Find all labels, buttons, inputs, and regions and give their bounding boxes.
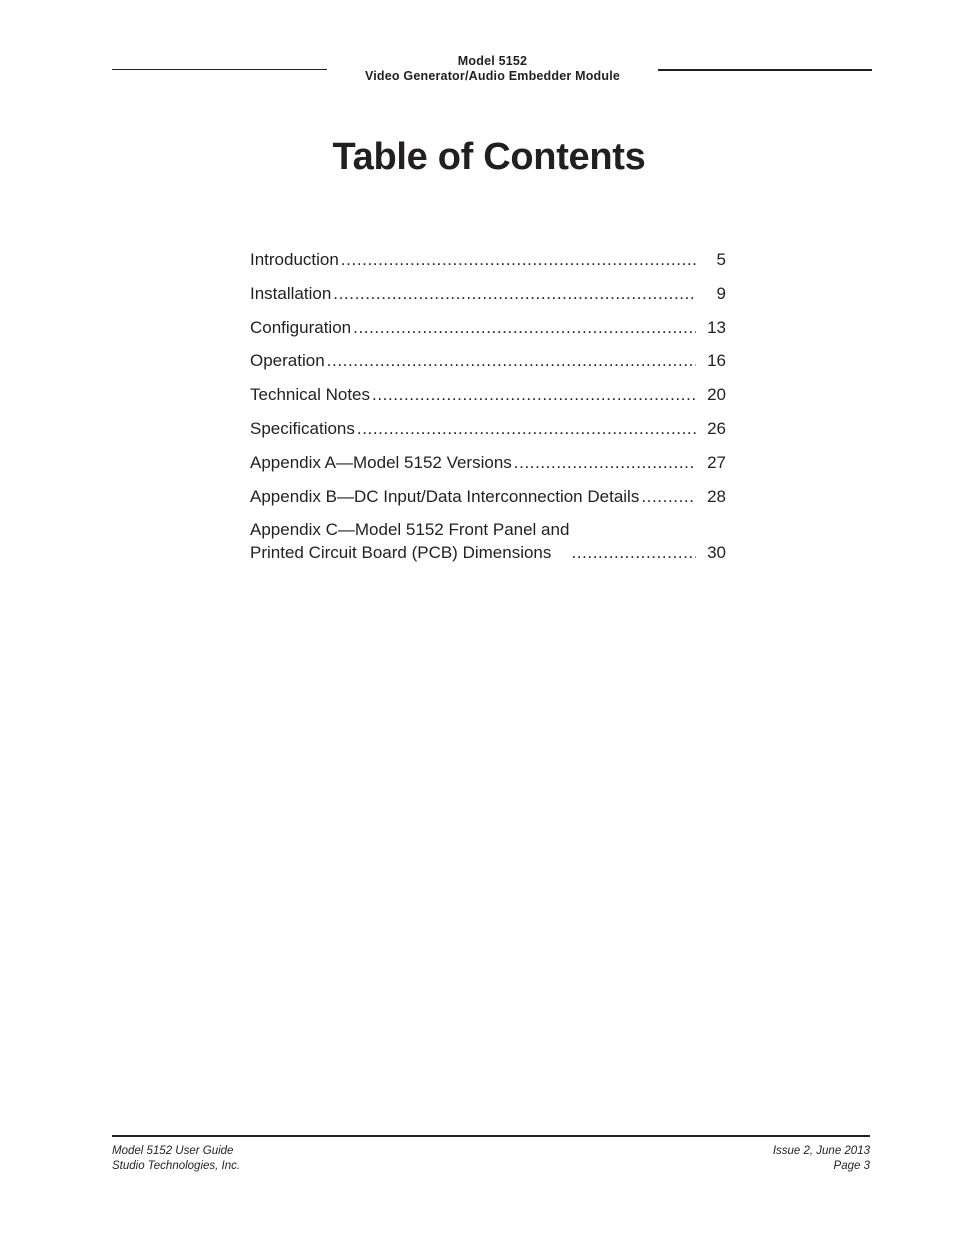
footer-issue: Issue 2, June 2013 bbox=[772, 1145, 870, 1157]
toc-entry-page: 13 bbox=[707, 317, 726, 337]
toc-entry-title: Appendix B—DC Input/Data Interconnection Details bbox=[250, 486, 640, 506]
toc-entry-title: Operation bbox=[250, 351, 325, 371]
toc-entry-appendix-c[interactable] bbox=[250, 518, 726, 564]
header-model: Model 5152 bbox=[457, 54, 528, 68]
toc-entry-appendix-a[interactable] bbox=[250, 451, 726, 474]
toc-dot-leader bbox=[372, 383, 696, 406]
toc-entry-page: 9 bbox=[716, 283, 726, 303]
header-rule-right bbox=[658, 69, 872, 71]
footer-page-number: Page 3 bbox=[833, 1160, 870, 1172]
table-of-contents bbox=[250, 248, 726, 575]
toc-entry-operation[interactable] bbox=[250, 349, 726, 372]
toc-entry-title: Appendix A—Model 5152 Versions bbox=[250, 452, 512, 472]
toc-entry-introduction[interactable] bbox=[250, 248, 726, 271]
toc-entry-page: 26 bbox=[707, 418, 726, 438]
toc-entry-page: 28 bbox=[707, 486, 726, 506]
toc-entry-technical-notes[interactable] bbox=[250, 383, 726, 406]
toc-dot-leader bbox=[357, 417, 696, 440]
toc-entry-title: Installation bbox=[250, 283, 332, 303]
toc-entry-configuration[interactable] bbox=[250, 316, 726, 339]
toc-dot-leader bbox=[327, 349, 696, 372]
toc-entry-title: Specifications bbox=[250, 418, 355, 438]
toc-entry-page: 16 bbox=[707, 351, 726, 371]
toc-entry-page: 5 bbox=[716, 250, 726, 269]
toc-dot-leader bbox=[341, 248, 696, 271]
toc-entry-specifications[interactable] bbox=[250, 417, 726, 440]
toc-entry-title: Introduction bbox=[250, 250, 339, 269]
toc-dot-leader bbox=[333, 282, 696, 305]
footer-left bbox=[112, 1144, 240, 1174]
footer-guide-name: Model 5152 User Guide bbox=[112, 1145, 234, 1157]
footer-rule bbox=[112, 1135, 870, 1137]
toc-dot-leader bbox=[353, 316, 696, 339]
header-text bbox=[327, 54, 658, 84]
footer-company: Studio Technologies, Inc. bbox=[112, 1160, 241, 1172]
toc-entry-title: Appendix C—Model 5152 Front Panel and Printed Circuit Board (PCB) Dimensions bbox=[250, 520, 570, 563]
page-title: Table of Contents bbox=[332, 136, 646, 178]
footer-right bbox=[773, 1144, 870, 1174]
header-rule-left bbox=[112, 69, 327, 70]
toc-entry-page: 30 bbox=[707, 543, 726, 563]
toc-entry-installation[interactable] bbox=[250, 282, 726, 305]
toc-dot-leader bbox=[571, 541, 696, 564]
toc-dot-leader bbox=[514, 451, 696, 474]
toc-entry-appendix-b[interactable] bbox=[250, 485, 726, 508]
toc-entry-page: 27 bbox=[707, 452, 726, 472]
toc-entry-title: Technical Notes bbox=[250, 385, 371, 405]
running-header bbox=[112, 54, 872, 88]
header-product-name: Video Generator/Audio Embedder Module bbox=[364, 69, 621, 83]
toc-entry-page: 20 bbox=[707, 385, 726, 405]
toc-entry-title: Configuration bbox=[250, 317, 352, 337]
running-footer bbox=[112, 1135, 870, 1172]
toc-dot-leader bbox=[641, 485, 696, 508]
